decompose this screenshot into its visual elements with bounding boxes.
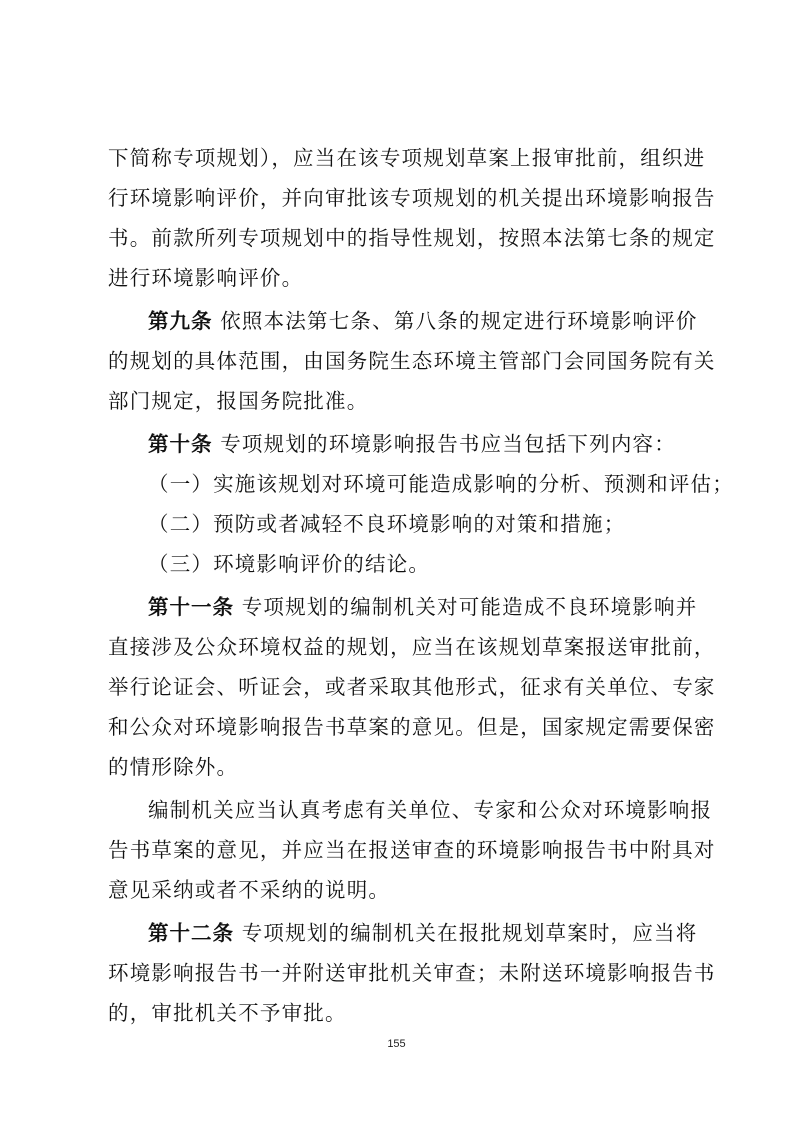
text-line: 行环境影响评价，并向审批该专项规划的机关提出环境影响报告 (108, 186, 716, 210)
article-11-text: 专项规划的编制机关对可能造成不良环境影响并 (234, 595, 698, 619)
list-item-3: （三）环境影响评价的结论。 (148, 552, 431, 576)
page-number: 155 (387, 1038, 406, 1050)
text-line: 直接涉及公众环境权益的规划，应当在该规划草案报送审批前， (108, 635, 716, 659)
text-line: 进行环境影响评价。 (108, 266, 304, 290)
article-9-number: 第九条 (148, 309, 213, 333)
text-line: 的情形除外。 (108, 755, 239, 779)
text-line: 书。前款所列专项规划中的指导性规划，按照本法第七条的规定 (108, 226, 716, 250)
list-item-2: （二）预防或者减轻不良环境影响的对策和措施； (148, 512, 626, 536)
text-line: 的，审批机关不予审批。 (108, 1001, 347, 1025)
article-11-number: 第十一条 (148, 595, 234, 619)
text-line: 的规划的具体范围，由国务院生态环境主管部门会同国务院有关 (108, 349, 716, 373)
text-line: 环境影响报告书一并附送审批机关审查；未附送环境影响报告书 (108, 961, 716, 985)
article-12-text: 专项规划的编制机关在报批规划草案时，应当将 (234, 921, 698, 945)
article-12-line (148, 915, 698, 951)
list-item-1: （一）实施该规划对环境可能造成影响的分析、预测和评估； (148, 472, 734, 496)
article-11-line (148, 589, 698, 625)
paragraph-line: 编制机关应当认真考虑有关单位、专家和公众对环境影响报 (148, 798, 713, 822)
text-line: 部门规定，报国务院批准。 (108, 389, 369, 413)
article-10-number: 第十条 (148, 432, 213, 456)
article-9-line (148, 303, 698, 339)
text-line: 下简称专项规划），应当在该专项规划草案上报审批前，组织进 (108, 146, 706, 170)
article-12-number: 第十二条 (148, 921, 234, 945)
article-9-text: 依照本法第七条、第八条的规定进行环境影响评价 (212, 309, 698, 333)
article-10-text: 专项规划的环境影响报告书应当包括下列内容： (212, 432, 676, 456)
text-line: 和公众对环境影响报告书草案的意见。但是，国家规定需要保密 (108, 715, 716, 739)
article-10-line (148, 426, 688, 462)
text-line: 意见采纳或者不采纳的说明。 (108, 878, 391, 902)
text-line: 举行论证会、听证会，或者采取其他形式，征求有关单位、专家 (108, 675, 716, 699)
text-line: 告书草案的意见，并应当在报送审查的环境影响报告书中附具对 (108, 838, 716, 862)
